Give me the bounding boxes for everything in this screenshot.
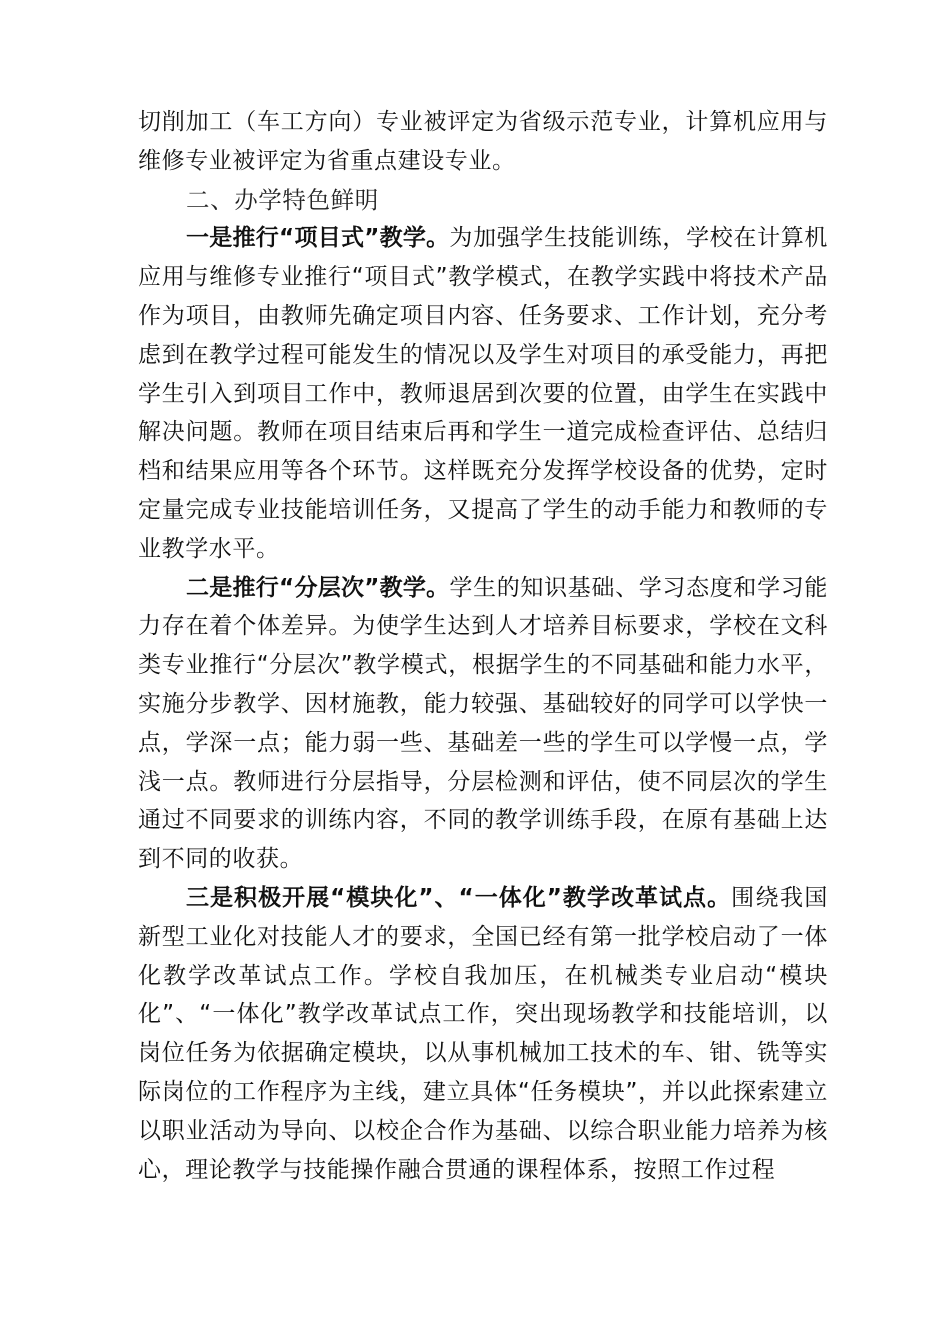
section-heading: 二、办学特色鲜明 — [186, 185, 379, 214]
paragraph-body: 为加强学生技能训练，学校在计算机应用与维修专业推行“项目式”教学模式，在教学实践中将技术产品作为项目，由教师先确定项目内容、任务要求、工作计划，充分考虑到在教学过程可能发生的情况以及学生对项目的承受能力，再把学生引入到项目工作中，教师退居到次要的位置，由学生在实践中解决问题。教师在项目结束后再和学生一道完成检查评估、总结归档和结果应用等各个环节。这样既充分发挥学校设备的优势，定时定量完成专业技能培训任务，又提高了学生的动手能力和教师的专业教学水平。 — [138, 225, 828, 562]
paragraph-lead: 二是推行“分层次”教学。 — [186, 574, 450, 601]
paragraph-body: 学生的知识基础、学习态度和学习能力存在着个体差异。为使学生达到人才培养目标要求，学校在文科类专业推行“分层次”教学模式，根据学生的不同基础和能力水平，实施分步教学、因材施教，能力较强、基础较好的同学可以学快一点，学深一点；能力弱一些、基础差一些的学生可以学慢一点，学浅一点。教师进行分层指导，分层检测和评估，使不同层次的学生通过不同要求的训练内容，不同的教学训练手段，在原有基础上达到不同的收获。 — [138, 574, 828, 873]
paragraph-lead: 三是积极开展“模块化”、“一体化”教学改革试点。 — [186, 884, 732, 911]
paragraph-lead: 一是推行“项目式”教学。 — [186, 225, 450, 252]
paragraph-body: 围绕我国新型工业化对技能人才的要求，全国已经有第一批学校启动了一体化教学改革试点工作。学校自我加压，在机械类专业启动“模块化”、“一体化”教学改革试点工作，突出现场教学和技能培训，以岗位任务为依据确定模块，以从事机械加工技术的车、钳、铣等实际岗位的工作程序为主线，建立具体“任务模块”，并以此探索建立以职业活动为导向、以校企合作为基础、以综合职业能力培养为核心，理论教学与技能操作融合贯通的课程体系，按照工作过程 — [138, 884, 829, 1183]
paragraph-project-teaching — [138, 219, 828, 568]
continuation-paragraph: 切削加工（车工方向）专业被评定为省级示范专业，计算机应用与维修专业被评定为省重点建设专业。 — [138, 109, 828, 174]
paragraph-tiered-teaching — [138, 569, 828, 879]
document-body — [138, 103, 828, 1189]
paragraph-modular-reform — [138, 879, 828, 1189]
